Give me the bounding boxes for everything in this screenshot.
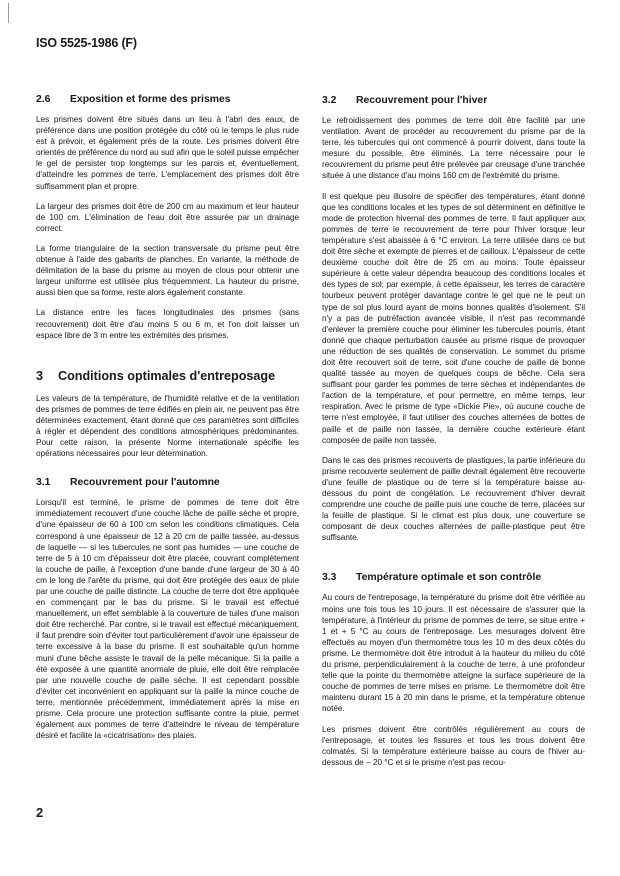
paragraph: Le refroidissement des pommes de terre doit être facilité par une ventilation. Avant de procéder au recouvrement du prisme par de la terre, les tubercules qui ont commencé à pourrir doivent, dans toute la mesure du possible, être éliminés. La terre nécessaire pour le recouvrement du prisme peut être prélevée par creusage d'une tranchée située à une distance d'au moins 160 cm de l'extrémité du prisme. xyxy=(322,116,585,181)
section-title: Exposition et forme des prismes xyxy=(70,94,231,105)
paragraph: Les prismes doivent être contrôlés régulièrement au cours de l'entreposage, et toutes les fissures et tous les trous doivent être colmatés. Si la température extérieure baisse au cours de l'hiver au-dessous de − 20 °C et si le prisme n'est pas recou- xyxy=(322,724,585,767)
section-title: Recouvrement pour l'hiver xyxy=(356,95,488,106)
section-heading xyxy=(36,93,299,106)
section-title: Température optimale et son contrôle xyxy=(356,572,542,584)
section-number: 3.2 xyxy=(322,95,337,106)
paragraph: La forme triangulaire de la section transversale du prisme peut être obtenue à l'aide des gabarits de planches. En variante, la méthode de délimitation de la base du prisme au moyen de clous pour obtenir une largeur uniforme est utilisée plus fréquemment. La hauteur du prisme, aussi bien que sa forme, reste alors également constante. xyxy=(36,243,299,298)
paragraph: Au cours de l'entreposage, la température du prisme doit être vérifiée au moins une fois tous les 10 jours. Il est nécessaire de s'assurer que la température, à l'intérieur du prisme de pommes de terre, se situe entre + 1 et + 5 °C au cours de l'entreposage. Les mesurages doivent être effectués au moyen d'un thermomètre tous les 10 m des deux côtés du prisme. Le thermomètre doit être introduit à la hauteur du milieu du côté du prisme, perpendiculairement à la couche de terre, à une profondeur telle que la pointe du thermomètre atteigne la surface supérieure de la couche de pommes de terre mises en prisme. Le thermomètre doit être maintenu durant 15 à 20 min dans le prisme, et la température obtenue notée. xyxy=(322,593,585,714)
section-3-3 xyxy=(322,571,585,767)
section-3-2 xyxy=(322,94,585,543)
paragraph: La largeur des prismes doit être de 200 cm au maximum et leur hauteur de 100 cm. L'élimination de l'eau doit être assurée par un drainage correct. xyxy=(36,201,299,233)
paragraph: Lorsqu'il est terminé, le prisme de pommes de terre doit être immédiatement recouvert d'une couche lâche de paille sèche et propre, d'une épaisseur de 60 à 100 cm selon les conditions climatiques. Cela correspond à une épaisseur de 12 à 20 cm de paille tassée, au-dessus de laquelle — si les tubercules ne sont pas humides — une couche de terre de 5 à 10 cm d'épaisseur doit être placée, couvrant complètement la couche de paille, à l'exception d'une bande d'une largeur de 30 à 40 cm le long de l'arête du prisme, qui doit être protégée des eaux de pluie par une couche de paille distincte. La couche de terre doit être appliquée en commençant par le bas du prisme. Si le travail est effectué manuellement, un effet semblable à la couverture de tuiles d'une maison doit être recherché. Par contre, si le travail est effectué mécaniquement, il faut prendre soin d'éviter tout particulièrement d'avoir une épaisseur de terre excessive à la base du prisme. Il est souhaitable qu'un homme muni d'une bêche assiste le travail de la pelle mécanique. Si la paille a été exposée à une quantité anormale de pluie, elle doit être remplacée par une nouvelle couche de paille sèche. Il est cependant possible d'éviter cet inconvénient en appliquant sur la paille la mince couche de terre, mentionnée précédemment, immédiatement après la mise en prisme. Cela procure une protection suffisante contre la pluie, permet également aux pommes de terre d'atteindre le niveau de température désiré et facilite la «cicatrisation» des plaies. xyxy=(36,498,299,741)
section-heading xyxy=(36,476,299,489)
paragraph: La distance entre les faces longitudinales des prismes (sans recouvrement) doit être d'au moins 5 ou 6 m, et l'on doit laisser un espace libre de 3 m entre les extrémités des prismes. xyxy=(36,308,299,340)
chapter-heading xyxy=(36,369,299,384)
section-title: Recouvrement pour l'automne xyxy=(70,477,220,489)
section-number: 3.3 xyxy=(322,572,337,584)
paragraph: Dans le cas des prismes recouverts de plastiques, la partie inférieure du prisme recouverte seulement de paille devrait également être recouverte d'une feuille de plastique ou de terre si la température baisse au-dessous du point de congélation. Le recouvrement d'hiver devrait comprendre une couche de paille puis une couche de terre, placées sur la feuille de plastique. Si le climat est plus doux, une couverture se composant de deux couches alternées de paille-plastique peut être suffisante. xyxy=(322,455,585,543)
section-3 xyxy=(36,369,299,460)
paragraph: Il est quelque peu illusoire de spécifier des températures, étant donné que les conditions locales et les types de sol déterminent en définitive le mode de protection hivernal des pommes de terre. Il faut appliquer aux pommes de terre le recouvrement de terre pour l'hiver lorsque leur température s'est abaissée à 6 °C environ. La terre utilisée dans ce but doit être sèche et exempte de pierres et de cailloux. L'épaisseur de cette deuxième couche doit être de 25 cm au moins. Toute épaisseur supérieure à cette valeur dépendra beaucoup des conditions locales et des types de sol; par exemple, à cette épaisseur, les terres de caractère tourbeux peuvent protéger davantage contre le gel que ne le peut un type de sol plus lourd ayant de moins bonnes qualités d'isolement. S'il n'y a pas de putréfaction avancée visible, il n'est pas recommandé d'enlever la première couche pour éliminer les tubercules pourris, étant donné que chaque perturbation causée au prisme risque de provoquer une réduction de ses qualités de conservation. Le sommet du prisme doit être recouvert soit de terre, soit d'une couche de paille de bonne qualité tassée au moyen de quelques coups de bêche. Cela sera suffisant pour garder les pommes de terre sèches et indépendantes de l'action de la température, et pour permettre, en même temps, leur respiration. Avec le prisme de type «Dickie Pie», où aucune couche de terre n'est employée, il faut utiliser des couches alternées de bottes de paille et de paille non tassée, la dernière couche extérieure étant composée de paille non tassée. xyxy=(322,191,585,445)
section-heading xyxy=(322,94,585,107)
left-column xyxy=(36,93,299,741)
section-3-1 xyxy=(36,476,299,741)
chapter-title: Conditions optimales d'entreposage xyxy=(58,368,276,383)
paragraph: Les valeurs de la température, de l'humidité relative et de la ventilation des prismes de pommes de terre édifiés en plein air, ne peuvent pas être déterminées exactement, étant donné que ces paramètres sont difficiles à régler et dépendent des conditions atmosphériques prédominantes. Pour cette raison, la présente Norme internationale spécifie les opérations nécessaires pour leur détermination. xyxy=(36,393,299,459)
scan-edge-mark xyxy=(8,3,9,23)
section-number: 3.1 xyxy=(36,477,51,489)
section-2-6 xyxy=(36,93,299,341)
chapter-number: 3 xyxy=(36,368,44,383)
paragraph: Les prismes doivent être situés dans un lieu à l'abri des eaux, de préférence dans une position protégée du côté où le temps le plus rude est à prévoir, et également près de la route. Les prismes doivent être orientés de préférence du nord au sud afin que le soleil puisse empêcher le gel de persister trop longtemps sur les parois et, éventuellement, d'atteindre les pommes de terre. L'emplacement des prismes doit être suffisamment plan et propre. xyxy=(36,115,299,191)
section-heading xyxy=(322,571,585,584)
standard-id-header: ISO 5525-1986 (F) xyxy=(36,36,137,50)
right-column xyxy=(322,94,585,768)
section-number: 2.6 xyxy=(36,94,51,105)
page-number: 2 xyxy=(36,805,44,820)
